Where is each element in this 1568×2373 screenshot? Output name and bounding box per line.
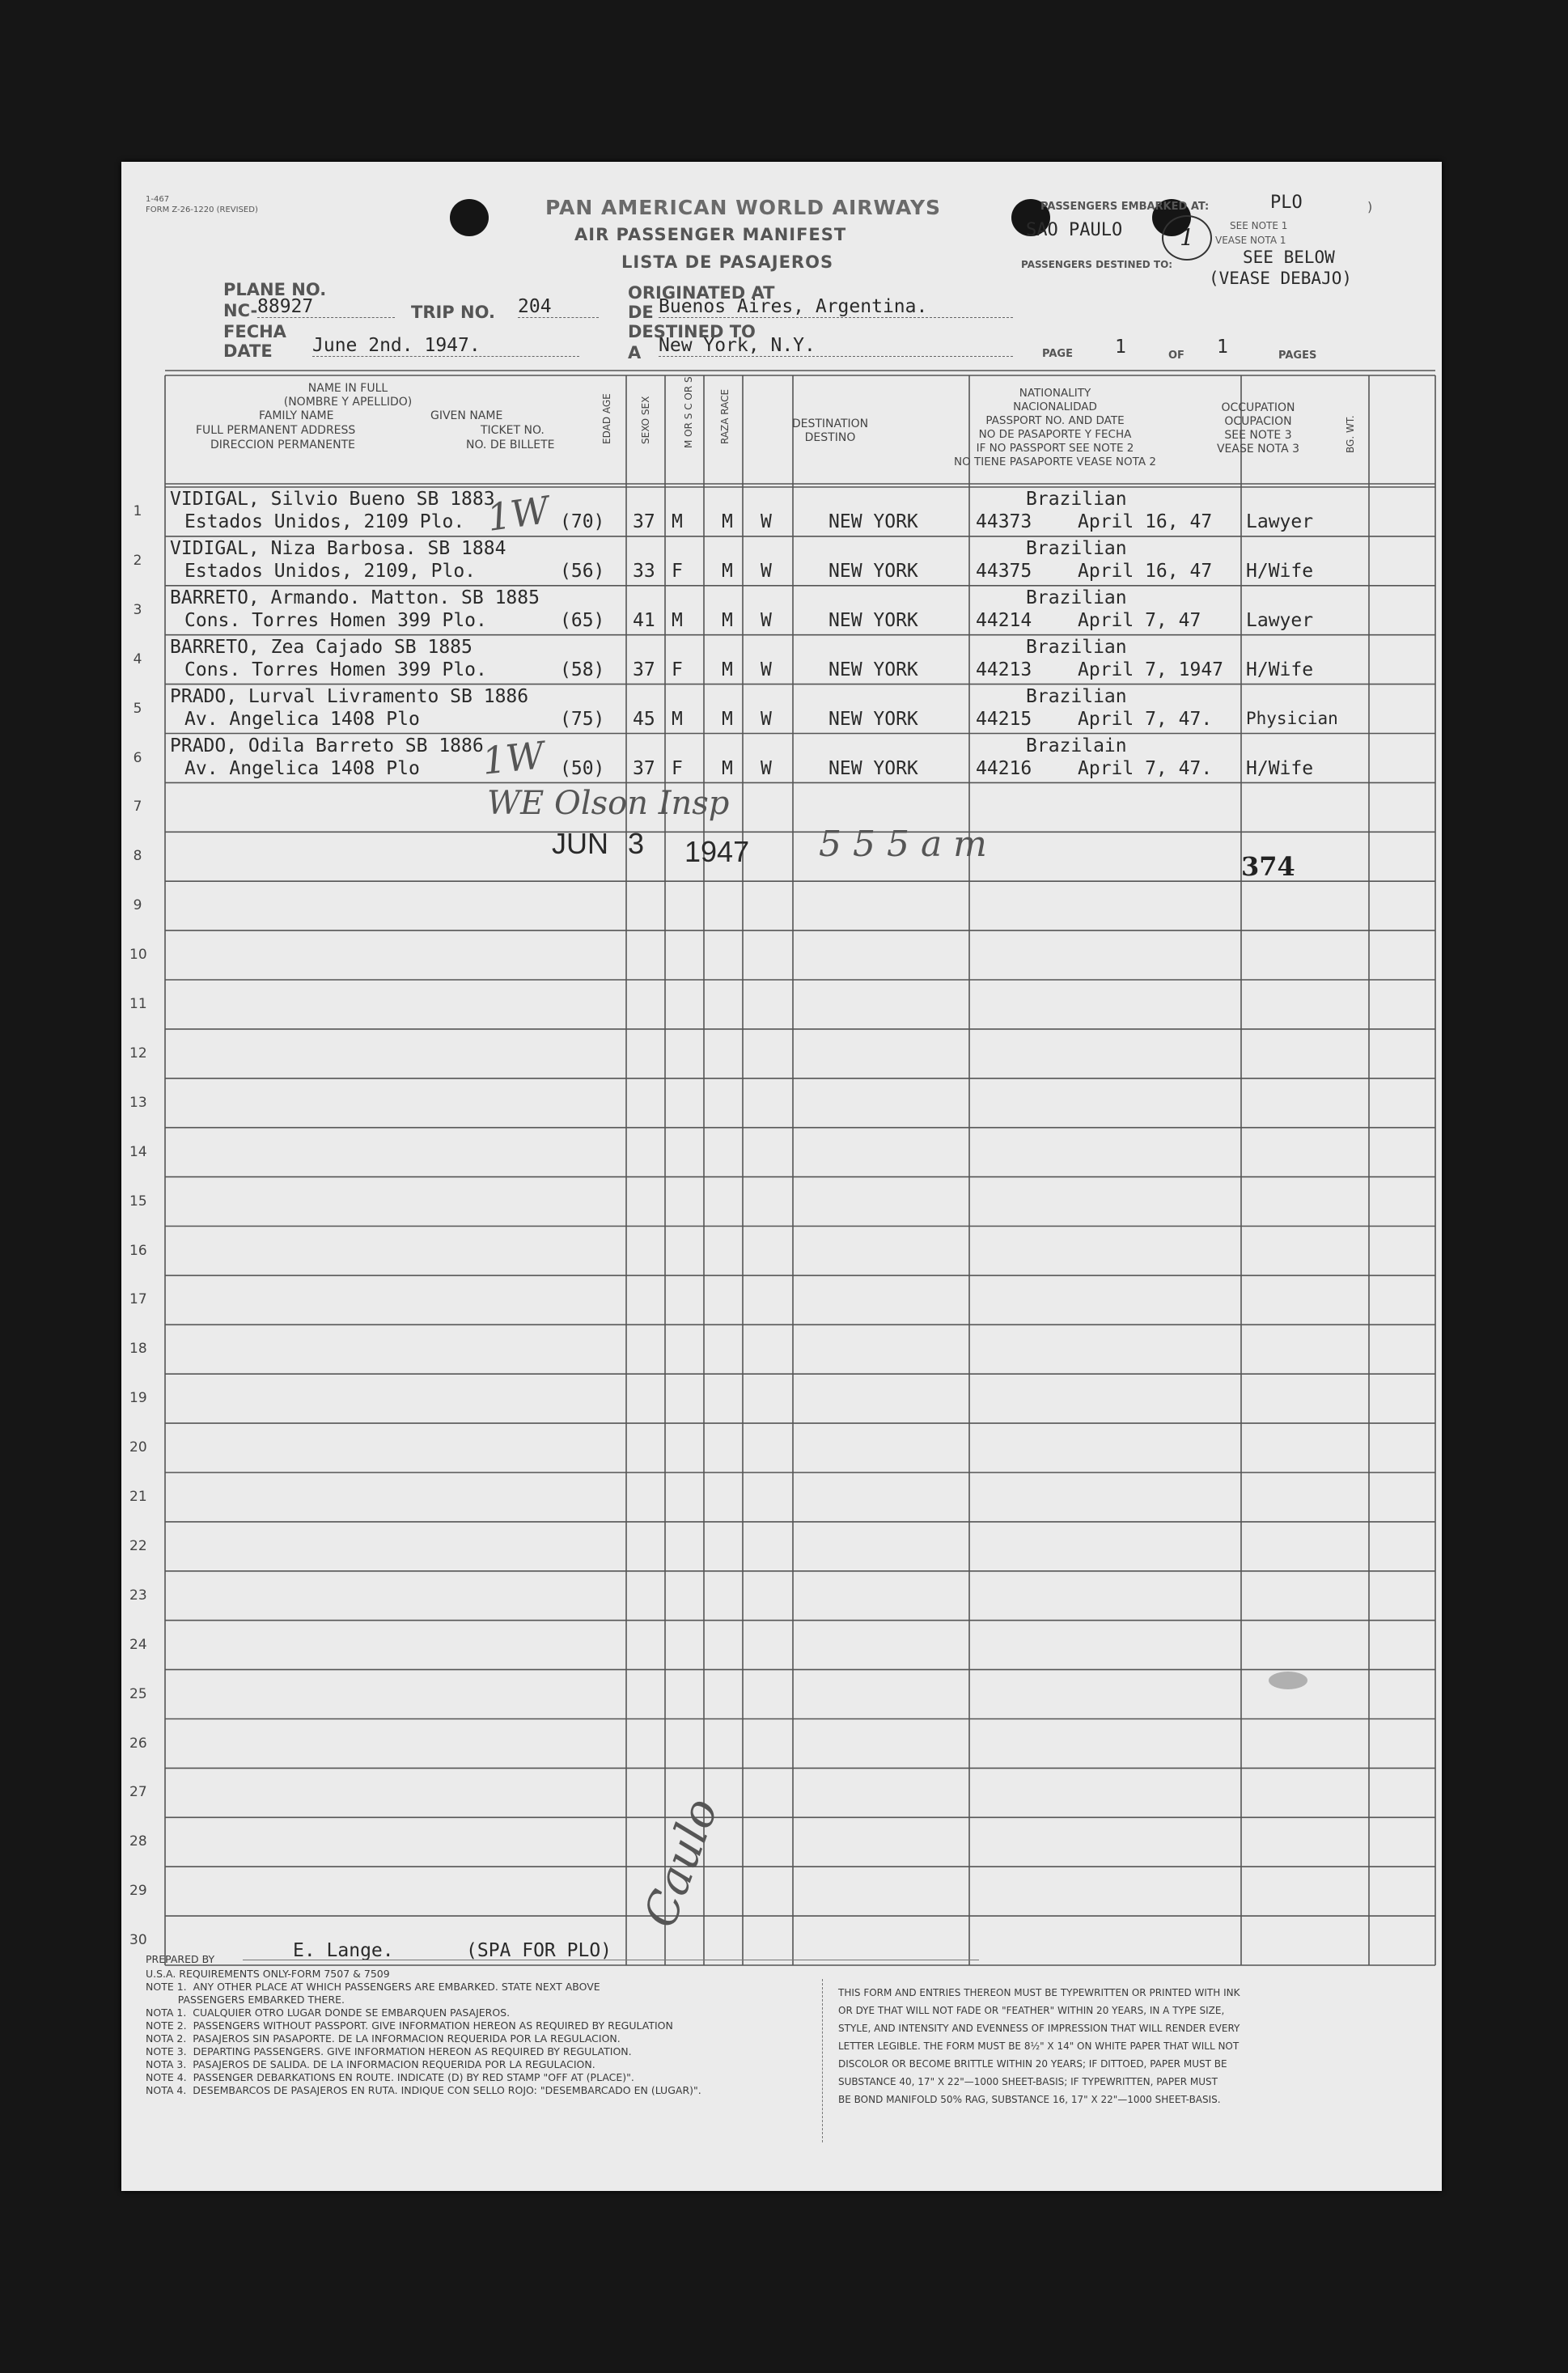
passenger-name: VIDIGAL, Silvio Bueno SB 1883 xyxy=(170,489,495,510)
row-number: 3 xyxy=(133,601,142,618)
ticket-number: (56) xyxy=(560,560,605,582)
row-number: 26 xyxy=(129,1735,147,1752)
passenger-destination: NEW YORK xyxy=(828,609,918,631)
plane-label: PLANE NO. xyxy=(223,280,327,299)
row-number: 27 xyxy=(129,1784,147,1801)
row-number: 18 xyxy=(129,1341,147,1358)
passport-date: April 7, 47 xyxy=(1078,609,1201,631)
page-value: 1 xyxy=(1115,337,1126,358)
prepared-label: PREPARED BY xyxy=(146,1953,215,1965)
row-number: 12 xyxy=(129,1045,147,1061)
passenger-sex: M xyxy=(672,708,683,730)
passport-date: April 7, 1947 xyxy=(1078,659,1224,680)
passenger-age: 41 xyxy=(633,609,655,631)
passenger-marital: M xyxy=(722,609,733,631)
form-number: 1-467 FORM Z-26-1220 (REVISED) xyxy=(146,195,258,214)
form-instructions: THIS FORM AND ENTRIES THEREON MUST BE TYPEWRITTEN OR PRINTED WITH INK OR DYE THAT WILL NOT FADE OR "FEATHER" WITHIN 20 YEARS, IN A TYPE SIZE, STYLE, AND INTENSITY AND EVENNESS OF IMPRESSION THAT WILL RENDER EVERY LETTER LEGIBLE. THE FORM MUST BE 8½" X 14" ON WHITE PAPER THAT WILL NOT DISCOLOR OR BECOME BRITTLE WITHIN 20 YEARS; IF DITTOED, PAPER MUST BE SUBSTANCE 40, 17" X 22"—1000 SHEET-BASIS; IF TYPEWRITTEN, PAPER MUST BE BOND MANIFOLD 50% RAG, SUBSTANCE 16, 17" X 22"—1000 SHEET-BASIS. xyxy=(838,1987,1240,2105)
destined-value: New York, N.Y. xyxy=(659,335,1013,357)
passenger-race: W xyxy=(761,757,772,779)
vease-nota-1: VEASE NOTA 1 xyxy=(1215,235,1286,246)
passport-date: April 7, 47. xyxy=(1078,757,1213,779)
passenger-address: Av. Angelica 1408 Plo xyxy=(184,708,420,730)
trip-number: 204 xyxy=(518,296,599,318)
col-header-address-es: DIRECCION PERMANENTE xyxy=(210,439,355,451)
passenger-nationality: Brazilian xyxy=(1026,587,1127,608)
passport-number: 44213 xyxy=(976,659,1032,680)
date-value: June 2nd. 1947. xyxy=(312,335,579,357)
row-number: 4 xyxy=(133,650,142,667)
row-number: 1 xyxy=(133,503,142,519)
vertical-signature: Caulo xyxy=(634,1791,729,1934)
plane-prefix: NC- xyxy=(223,301,258,320)
row-number: 17 xyxy=(129,1291,147,1308)
passenger-nationality: Brazilian xyxy=(1026,537,1127,559)
passenger-nationality: Brazilain xyxy=(1026,735,1127,756)
circled-mark: 1 xyxy=(1162,215,1212,261)
passenger-destination: NEW YORK xyxy=(828,560,918,582)
passenger-address: Estados Unidos, 2109, Plo. xyxy=(184,560,477,582)
stamp-time: 5 5 5 a m xyxy=(819,824,987,865)
pages-label: PAGES xyxy=(1278,350,1317,362)
passenger-address: Estados Unidos, 2109 Plo. xyxy=(184,511,465,532)
col-header-weight: BG. WT. xyxy=(1345,415,1356,453)
passenger-age: 37 xyxy=(633,511,655,532)
of-label: OF xyxy=(1168,350,1184,362)
passenger-sex: F xyxy=(672,560,683,582)
passenger-age: 37 xyxy=(633,757,655,779)
stamp-day: 3 xyxy=(628,827,645,860)
passenger-occupation: H/Wife xyxy=(1246,560,1314,582)
passenger-race: W xyxy=(761,659,772,680)
passenger-occupation: Physician xyxy=(1246,708,1338,728)
passenger-address: Av. Angelica 1408 Plo xyxy=(184,757,420,779)
ink-spot xyxy=(1269,1672,1307,1689)
passenger-name: PRADO, Odila Barreto SB 1886 xyxy=(170,735,484,756)
passenger-occupation: Lawyer xyxy=(1246,609,1314,631)
manifest-grid xyxy=(121,162,1442,2191)
passenger-sex: M xyxy=(672,609,683,631)
passenger-occupation: H/Wife xyxy=(1246,757,1314,779)
row-number: 13 xyxy=(129,1094,147,1111)
originated-label: ORIGINATED AT xyxy=(628,283,775,303)
passenger-nationality: Brazilian xyxy=(1026,685,1127,707)
col-header-given: GIVEN NAME xyxy=(430,409,503,422)
passenger-name: PRADO, Lurval Livramento SB 1886 xyxy=(170,685,529,707)
passenger-sex: F xyxy=(672,659,683,680)
col-header-family: FAMILY NAME xyxy=(259,409,334,422)
passenger-destination: NEW YORK xyxy=(828,659,918,680)
ticket-number: (70) xyxy=(560,511,605,532)
ticket-number: (58) xyxy=(560,659,605,680)
passenger-race: W xyxy=(761,708,772,730)
handwritten-mark: 1W xyxy=(480,733,547,783)
vease-debajo: (VEASE DEBAJO) xyxy=(1209,269,1353,288)
manifest-title-es: LISTA DE PASAJEROS xyxy=(621,252,834,272)
col-header-destination: DESTINATION DESTINO xyxy=(791,417,869,444)
signature-inspector: WE Olson Insp xyxy=(487,785,730,822)
row-number: 10 xyxy=(129,947,147,964)
count-number: 374 xyxy=(1241,851,1295,882)
manifest-sheet: 1-467 FORM Z-26-1220 (REVISED) PAN AMERICAN WORLD AIRWAYS AIR PASSENGER MANIFEST LISTA DE PASAJEROS PASSENGERS EMBARKED AT: PLO ) SAO PAULO 1 SEE NOTE 1 VEASE NOTA 1 PASSENGERS DESTINED TO: SEE BELOW (VEASE DEBAJO) PLANE NO. NC- 88927 TRIP NO. 204 FECHA DATE June 2nd. 1947. ORIGINATED AT DE Buenos Aires, Argentina. DESTINED TO A New York, N.Y. PAGE 1 OF 1 PAGES NAME IN FULL (NOMBRE Y APELLIDO) FAMILY NAME GIVEN NAME FULL PERMANENT ADDRESS TICKET NO. DIRECCION PERMANENTE NO. DE BILLETE EDAD AGE SEXO SEX M OR S C OR S RAZA RACE DESTINATION DESTINO NATIONALITY NACIONALIDAD PASSPORT NO. AND DATE NO DE PASAPORTE Y FECHA IF NO PASSPORT SEE NOTE 2 NO TIENE PASAPORTE VEASE NOTA 2 OCCUPATION OCUPACION SEE NOTE 3 VEASE NOTA 3 BG. WT. 1 2 3 4 5 6 7 8 9 10 11 12 13 14 15 16 17 18 19 20 21 22 23 24 25 26 27 28 29 30 VIDIGAL, Silvio Bueno SB 1883 Estados Unidos, 2109 Plo. (70) 37 M M W NEW YORK Brazilian 44373 April 16, 47 Lawyer VIDIGAL, Niza Barbosa. SB 1884 Estados Unidos, 2109, Plo. (56) 33 F M W NEW YORK Brazilian 44375 April 16, 47 H/Wife BARRETO, Armando. Matton. SB 1885 Cons. Torres Homen 399 Plo. (65) 41 M M W NEW YORK Brazilian 44214 April 7, 47 Lawyer BARRETO, Zea Cajado SB 1885 Cons. Torres Homen 399 Plo. (58) 37 F M W NEW YORK Brazilian 44213 April 7, 1947 H/Wife PRADO, Lurval Livramento SB 1886 Av. Angelica 1408 Plo (75) 45 M M W NEW YORK Brazilian 44215 April 7, 47. Physician PRADO, Odila Barreto SB 1886 Av. Angelica 1408 Plo (50) 37 F M W NEW YORK Brazilain 44216 April 7, 47. H/Wife 1W 1W WE Olson Insp JUN 3 1947 5 5 5 a m 374 Caulo PREPARED BY E. Lange. (SPA FOR PLO) U.S.A. REQUIREMENTS ONLY-FORM 7507 & 7509 NOTE 1. ANY OTHER PLACE AT WHICH PASSENGERS ARE EMBARKED. STATE NEXT ABOVE PASSENGERS EMBARKED THERE. NOTA 1. CUALQUIER OTRO LUGAR DONDE SE EMBARQUEN PASAJEROS. NOTE 2. PASSENGERS WITHOUT PASSPORT. GIVE INFORMATION HEREON AS REQUIRED BY REGULATION NOTA 2. PASAJEROS SIN PASAPORTE. DE LA INFORMACION REQUERIDA POR LA REGULACION. NOTE 3. DEPARTING PASSENGERS. GIVE INFORMATION HEREON AS REQUIRED BY REGULATION. NOTA 3. PASAJEROS DE SALIDA. DE LA INFORMACION REQUERIDA POR LA REGULACION. NOTE 4. PASSENGER DEBARKATIONS EN ROUTE. INDICATE (D) BY RED STAMP "OFF AT (PLACE)". NOTA 4. DESEMBARCOS DE PASAJEROS EN RUTA. INDIQUE CON SELLO ROJO: "DESEMBARCADO EN (LUGAR)". THIS FORM AND ENTRIES THEREON MUST BE TYPEWRITTEN OR PRINTED WITH INK OR DYE THAT WILL NOT FADE OR "FEATHER" WITHIN 20 YEARS, IN A TYPE SIZE, STYLE, AND INTENSITY AND EVENNESS OF IMPRESSION THAT WILL RENDER EVERY LETTER LEGIBLE. THE FORM MUST BE 8½" X 14" ON WHITE PAPER THAT WILL NOT DISCOLOR OR BECOME BRITTLE WITHIN 20 YEARS; IF DITTOED, PAPER MUST BE SUBSTANCE 40, 17" X 22"—1000 SHEET-BASIS; IF TYPEWRITTEN, PAPER MUST BE BOND MANIFOLD 50% RAG, SUBSTANCE 16, 17" X 22"—1000 SHEET-BASIS. xyxy=(121,162,1442,2191)
embarked-value: PLO xyxy=(1270,193,1303,213)
trip-label: TRIP NO. xyxy=(411,303,495,322)
passenger-marital: M xyxy=(722,511,733,532)
manifest-title: AIR PASSENGER MANIFEST xyxy=(574,225,847,244)
col-header-ticket-es: NO. DE BILLETE xyxy=(466,439,555,451)
row-number: 30 xyxy=(129,1932,147,1949)
row-number: 25 xyxy=(129,1685,147,1702)
row-number: 8 xyxy=(133,848,142,865)
prepared-note: (SPA FOR PLO) xyxy=(466,1940,612,1961)
prepared-value: E. Lange. xyxy=(293,1940,394,1961)
col-header-race: RAZA RACE xyxy=(719,388,731,444)
row-number: 15 xyxy=(129,1193,147,1210)
passenger-age: 33 xyxy=(633,560,655,582)
passport-number: 44215 xyxy=(976,708,1032,730)
passenger-marital: M xyxy=(722,757,733,779)
date-label: DATE xyxy=(223,341,273,361)
row-number: 5 xyxy=(133,700,142,717)
passenger-name: VIDIGAL, Niza Barbosa. SB 1884 xyxy=(170,537,506,559)
originated-prefix: DE xyxy=(628,303,654,322)
airline-name: PAN AMERICAN WORLD AIRWAYS xyxy=(545,196,942,219)
ticket-number: (65) xyxy=(560,609,605,631)
passenger-address: Cons. Torres Homen 399 Plo. xyxy=(184,659,487,680)
row-number: 28 xyxy=(129,1833,147,1850)
see-below: SEE BELOW xyxy=(1243,248,1335,267)
row-number: 2 xyxy=(133,552,142,569)
row-number: 19 xyxy=(129,1390,147,1407)
originated-value: Buenos Aires, Argentina. xyxy=(659,296,1013,318)
of-value: 1 xyxy=(1217,337,1228,358)
passport-number: 44375 xyxy=(976,560,1032,582)
col-header-ticket: TICKET NO. xyxy=(481,424,545,437)
passenger-race: W xyxy=(761,511,772,532)
row-number: 14 xyxy=(129,1143,147,1160)
row-number: 29 xyxy=(129,1883,147,1900)
passenger-address: Cons. Torres Homen 399 Plo. xyxy=(184,609,487,631)
fecha-label: FECHA xyxy=(223,322,286,341)
see-note-1: SEE NOTE 1 xyxy=(1230,220,1288,231)
footer-notes: U.S.A. REQUIREMENTS ONLY-FORM 7507 & 7509 NOTE 1. ANY OTHER PLACE AT WHICH PASSENGERS ARE EMBARKED. STATE NEXT ABOVE PASSENGERS EMBARKED THERE. NOTA 1. CUALQUIER OTRO LUGAR DONDE SE EMBARQUEN PASAJEROS. NOTE 2. PASSENGERS WITHOUT PASSPORT. GIVE INFORMATION HEREON AS REQUIRED BY REGULATION NOTA 2. PASAJEROS SIN PASAPORTE. DE LA INFORMACION REQUERIDA POR LA REGULACION. NOTE 3. DEPARTING PASSENGERS. GIVE INFORMATION HEREON AS REQUIRED BY REGULATION. NOTA 3. PASAJEROS DE SALIDA. DE LA INFORMACION REQUERIDA POR LA REGULACION. NOTE 4. PASSENGER DEBARKATIONS EN ROUTE. INDICATE (D) BY RED STAMP "OFF AT (PLACE)". NOTA 4. DESEMBARCOS DE PASAJEROS EN RUTA. INDIQUE CON SELLO ROJO: "DESEMBARCADO EN (LUGAR)". xyxy=(146,1968,701,2096)
row-number: 24 xyxy=(129,1636,147,1653)
row-number: 6 xyxy=(133,749,142,766)
page-label: PAGE xyxy=(1042,348,1073,360)
col-header-age: EDAD AGE xyxy=(601,393,612,444)
passport-date: April 16, 47 xyxy=(1078,560,1213,582)
passenger-race: W xyxy=(761,560,772,582)
passenger-marital: M xyxy=(722,708,733,730)
destined-prefix: A xyxy=(628,343,642,362)
destined-label: PASSENGERS DESTINED TO: xyxy=(1021,259,1173,270)
passenger-name: BARRETO, Zea Cajado SB 1885 xyxy=(170,636,473,658)
col-header-nationality: NATIONALITY NACIONALIDAD PASSPORT NO. AND DATE NO DE PASAPORTE Y FECHA IF NO PASSPORT SEE NOTE 2 NO TIENE PASAPORTE VEASE NOTA 2 xyxy=(954,387,1156,468)
ticket-number: (50) xyxy=(560,757,605,779)
row-number: 23 xyxy=(129,1587,147,1604)
col-header-marital: M OR S C OR S xyxy=(683,376,694,448)
passenger-occupation: H/Wife xyxy=(1246,659,1314,680)
passenger-name: BARRETO, Armando. Matton. SB 1885 xyxy=(170,587,540,608)
col-header-name: NAME IN FULL (NOMBRE Y APELLIDO) xyxy=(283,382,413,409)
passenger-nationality: Brazilian xyxy=(1026,636,1127,658)
passenger-marital: M xyxy=(722,560,733,582)
passenger-destination: NEW YORK xyxy=(828,511,918,532)
passenger-destination: NEW YORK xyxy=(828,708,918,730)
col-header-address: FULL PERMANENT ADDRESS xyxy=(196,424,356,437)
passenger-destination: NEW YORK xyxy=(828,757,918,779)
embarked-city: SAO PAULO xyxy=(1026,220,1123,240)
passenger-marital: M xyxy=(722,659,733,680)
passport-number: 44214 xyxy=(976,609,1032,631)
row-number: 7 xyxy=(133,799,142,816)
passenger-sex: F xyxy=(672,757,683,779)
passenger-age: 45 xyxy=(633,708,655,730)
passport-date: April 16, 47 xyxy=(1078,511,1213,532)
passport-number: 44373 xyxy=(976,511,1032,532)
passport-date: April 7, 47. xyxy=(1078,708,1213,730)
passenger-occupation: Lawyer xyxy=(1246,511,1314,532)
passenger-nationality: Brazilian xyxy=(1026,489,1127,510)
row-number: 22 xyxy=(129,1537,147,1554)
passenger-sex: M xyxy=(672,511,683,532)
passenger-age: 37 xyxy=(633,659,655,680)
row-number: 20 xyxy=(129,1439,147,1456)
plane-number: 88927 xyxy=(257,296,395,318)
stamp-year: 1947 xyxy=(684,835,750,868)
handwritten-mark: 1W xyxy=(484,487,552,540)
col-header-occupation: OCCUPATION OCUPACION SEE NOTE 3 VEASE NOTA 3 xyxy=(1216,401,1300,456)
col-header-sex: SEXO SEX xyxy=(640,396,651,444)
row-number: 9 xyxy=(133,897,142,914)
row-number: 16 xyxy=(129,1242,147,1259)
passport-number: 44216 xyxy=(976,757,1032,779)
row-number: 11 xyxy=(129,996,147,1012)
passenger-race: W xyxy=(761,609,772,631)
embarked-label: PASSENGERS EMBARKED AT: xyxy=(1040,201,1210,213)
row-number: 21 xyxy=(129,1489,147,1505)
stamp-month: JUN xyxy=(552,827,608,860)
ticket-number: (75) xyxy=(560,708,605,730)
destined-label: DESTINED TO xyxy=(628,322,756,341)
